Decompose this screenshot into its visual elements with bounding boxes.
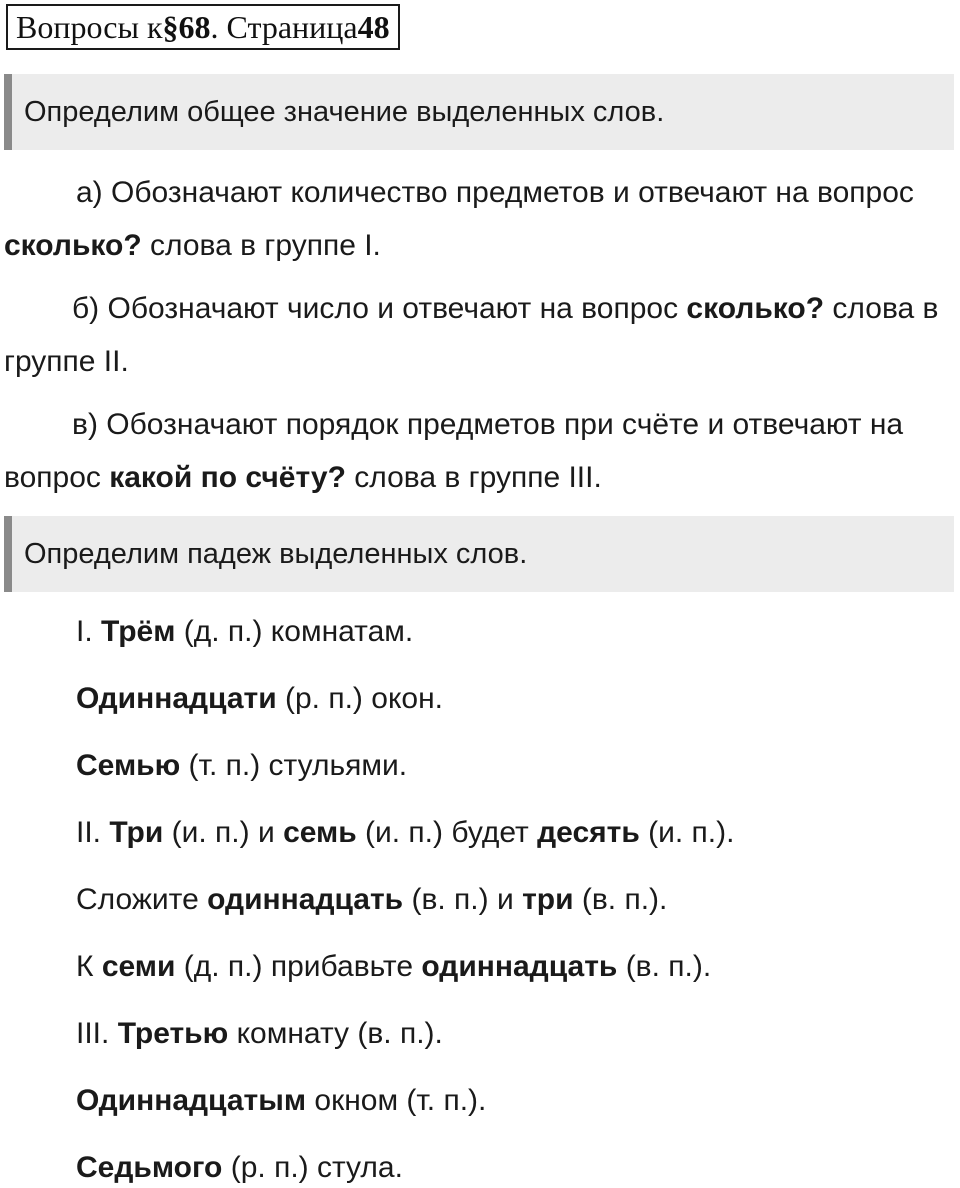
case-line: [76, 880, 667, 920]
line-text: I.: [76, 615, 102, 648]
answer-text-tail: слова в группе I.: [141, 229, 381, 262]
highlighted-word: Одиннадцатым: [76, 1084, 307, 1117]
highlighted-word: одиннадцать: [207, 883, 404, 916]
line-text: (в. п.) и: [403, 883, 523, 916]
answer-keyword: сколько?: [686, 292, 825, 325]
case-line: [76, 813, 734, 853]
title-prefix: Вопросы к: [16, 8, 163, 45]
highlighted-word: Одиннадцати: [76, 682, 277, 715]
line-text: (д. п.) прибавьте: [175, 950, 422, 983]
title-page-number: 48: [357, 8, 390, 45]
line-text: (и. п.).: [639, 816, 735, 849]
section-heading-text: Определим общее значение выделенных слов.: [24, 95, 665, 128]
line-text: (т. п.) стульями.: [180, 749, 408, 782]
answer-a: [4, 166, 954, 272]
line-text: (д. п.) комнатам.: [175, 615, 414, 648]
section-heading-case: [4, 516, 954, 592]
line-text: Сложите: [76, 883, 208, 916]
answer-text: Обозначают число и отвечают на вопрос: [107, 292, 687, 325]
case-line: [76, 679, 443, 719]
answer-marker: в): [72, 408, 107, 441]
case-line: [76, 612, 413, 652]
title-paragraph-number: §68: [162, 8, 211, 45]
section-heading-meaning: [4, 74, 954, 150]
case-line: [76, 1014, 443, 1054]
title-separator: . Страница: [210, 8, 358, 45]
line-text: окном (т. п.).: [306, 1084, 487, 1117]
line-text: (р. п.) окон.: [276, 682, 443, 715]
answer-text-tail: слова в группе III.: [345, 461, 602, 494]
case-line: [76, 947, 711, 987]
highlighted-word: Седьмого: [76, 1151, 223, 1184]
answer-b: [4, 282, 954, 388]
answer-marker: б): [72, 292, 108, 325]
highlighted-word: десять: [537, 816, 640, 849]
highlighted-word: Семью: [76, 749, 181, 782]
line-text: (и. п.) будет: [356, 816, 538, 849]
answer-c: [4, 398, 954, 504]
line-text: (в. п.).: [617, 950, 712, 983]
case-line: [76, 1148, 403, 1188]
page-title: [6, 4, 400, 50]
highlighted-word: Три: [109, 816, 164, 849]
case-line: [76, 1081, 486, 1121]
section-heading-text: Определим падеж выделенных слов.: [24, 537, 528, 570]
highlighted-word: три: [522, 883, 574, 916]
line-text: комнату (в. п.).: [228, 1017, 443, 1050]
highlighted-word: семи: [101, 950, 176, 983]
case-line: [76, 746, 407, 786]
line-text: (в. п.).: [573, 883, 668, 916]
highlighted-word: одиннадцать: [421, 950, 618, 983]
answer-text-tail: слова в группе II.: [4, 292, 939, 378]
highlighted-word: Третью: [117, 1017, 229, 1050]
answer-keyword: сколько?: [4, 229, 142, 262]
line-text: К: [76, 950, 102, 983]
answer-marker: а): [76, 176, 112, 209]
answer-keyword: какой по счёту?: [109, 461, 346, 494]
line-text: III.: [76, 1017, 118, 1050]
highlighted-word: семь: [283, 816, 357, 849]
line-text: II.: [76, 816, 110, 849]
highlighted-word: Трём: [101, 615, 176, 648]
line-text: (р. п.) стула.: [222, 1151, 403, 1184]
line-text: (и. п.) и: [163, 816, 284, 849]
answer-text: Обозначают порядок предметов при счёте и отвечают на вопрос: [4, 408, 904, 494]
answer-text: Обозначают количество предметов и отвечают на вопрос: [111, 176, 914, 209]
